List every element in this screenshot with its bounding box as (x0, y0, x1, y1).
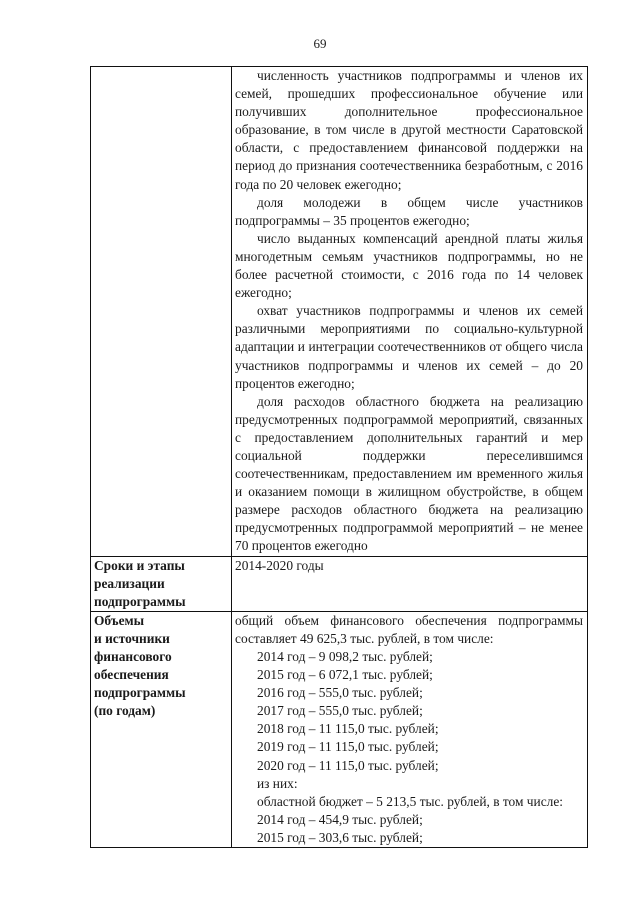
funding-year-line: 2016 год – 555,0 тыс. рублей; (257, 685, 423, 701)
funding-year-line: 2015 год – 6 072,1 тыс. рублей; (257, 667, 433, 683)
funding-year-line: 2014 год – 9 098,2 тыс. рублей; (257, 649, 433, 664)
funding-intro: общий объем финансового обеспечения подпрограммы составляет 49 625,3 тыс. рублей, в том числе: (235, 612, 583, 646)
table-row-funding (91, 611, 588, 847)
indicators-cell (232, 67, 588, 557)
regional-year-line: 2014 год – 454,9 тыс. рублей; (257, 811, 423, 827)
indicator-paragraph: численность участников подпрограммы и членов их семей, прошедших профессиональное обучение или получивших дополнительное профессиональное образование, в том числе в другой местности Саратовской области, с предоставлением финансовой поддержки на период до признания соотечественника безработным, с 2016 года по 20 человек ежегодно; (235, 68, 583, 192)
table-row-indicators (91, 67, 588, 557)
indicator-paragraph: доля молодежи в общем числе участников подпрограммы – 35 процентов ежегодно; (235, 194, 583, 228)
subprogram-passport-table (90, 66, 588, 848)
regional-year-line: 2015 год – 303,6 тыс. рублей; (257, 829, 423, 845)
funding-label: Объемы и источники финансового обеспечения подпрограммы (по годам) (91, 611, 232, 847)
funding-year-line: 2019 год – 11 115,0 тыс. рублей; (257, 739, 439, 755)
indicator-paragraph: доля расходов областного бюджета на реализацию предусмотренных подпрограммой мероприятий, связанных с предоставлением дополнительных гарантий и мер социальной поддержки переселившимся соотечественникам, предоставлением им временного жилья и оказанием помощи в жилищном обустройстве, в общем размере расходов областного бюджета на реализацию предусмотренных подпрограммой мероприятий – не менее 70 процентов ежегодно (235, 393, 583, 554)
funding-from-them: из них: (257, 775, 298, 791)
funding-year-line: 2020 год – 11 115,0 тыс. рублей; (257, 757, 439, 773)
funding-regional-budget: областной бюджет – 5 213,5 тыс. рублей, в том числе: (257, 793, 563, 809)
row-label-empty (91, 67, 232, 557)
page-number: 69 (313, 36, 327, 51)
table-row-timing (91, 556, 588, 611)
indicator-paragraph: охват участников подпрограммы и членов их семей различными мероприятиями по социально-культурной адаптации и интеграции соотечественников от общего числа участников подпрограммы и членов их семей – до 20 процентов ежегодно; (235, 303, 583, 391)
funding-year-line: 2017 год – 555,0 тыс. рублей; (257, 703, 423, 719)
timing-label: Сроки и этапы реализации подпрограммы (91, 556, 232, 611)
funding-year-line: 2018 год – 11 115,0 тыс. рублей; (257, 721, 439, 737)
indicator-paragraph: число выданных компенсаций арендной платы жилья многодетным семьям участников подпрограммы, но не более расчетной стоимости, с 2016 года по 14 человек ежегодно; (235, 230, 583, 301)
timing-value: 2014-2020 годы (232, 556, 588, 611)
funding-value (232, 611, 588, 847)
